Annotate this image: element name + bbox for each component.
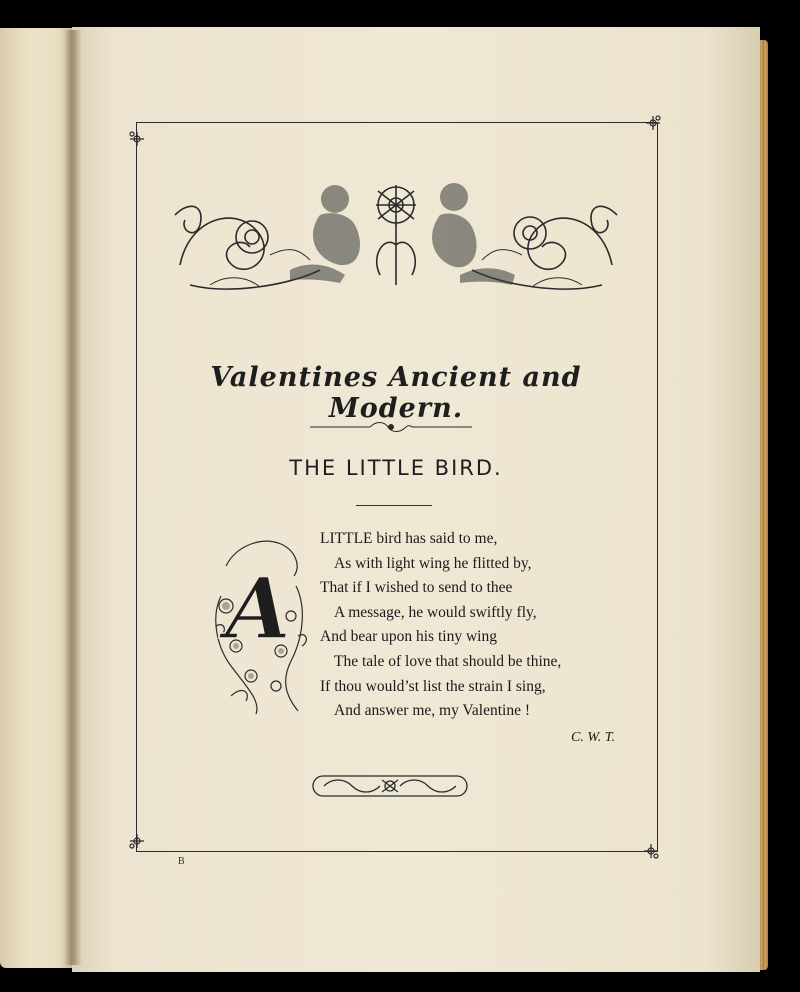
poem-title-rule xyxy=(356,505,432,506)
drop-cap-letter: A xyxy=(225,559,291,658)
corner-flourish-icon xyxy=(642,842,660,860)
signature-mark: B xyxy=(178,856,185,867)
author-initials: C. W. T. xyxy=(571,730,615,745)
tailpiece-ornament-icon xyxy=(312,774,468,798)
cherubs-header-ornament-icon xyxy=(170,175,622,303)
corner-flourish-icon xyxy=(128,130,146,148)
poem-line: And bear upon his tiny wing xyxy=(320,628,497,646)
poem-body xyxy=(320,527,640,724)
poem-line: The tale of love that should be thine, xyxy=(334,652,562,670)
poem-title: THE LITTLE BIRD. xyxy=(289,456,503,480)
poem-line: As with light wing he flitted by, xyxy=(334,554,532,572)
poem-line: That if I wished to send to thee xyxy=(320,579,513,597)
corner-flourish-icon xyxy=(644,114,662,132)
title-divider-ornament-icon xyxy=(310,420,472,434)
illuminated-initial-icon xyxy=(206,526,314,716)
poem-line: And answer me, my Valentine ! xyxy=(334,702,530,720)
book-gutter xyxy=(64,30,82,965)
poem-line: LITTLE bird has said to me, xyxy=(320,530,498,547)
corner-flourish-icon xyxy=(128,832,146,850)
left-page xyxy=(0,28,74,968)
poem-line: If thou would’st list the strain I sing, xyxy=(320,677,546,695)
poem-line: A message, he would swiftly fly, xyxy=(334,603,537,621)
running-title: Valentines Ancient and Modern. xyxy=(210,362,582,424)
